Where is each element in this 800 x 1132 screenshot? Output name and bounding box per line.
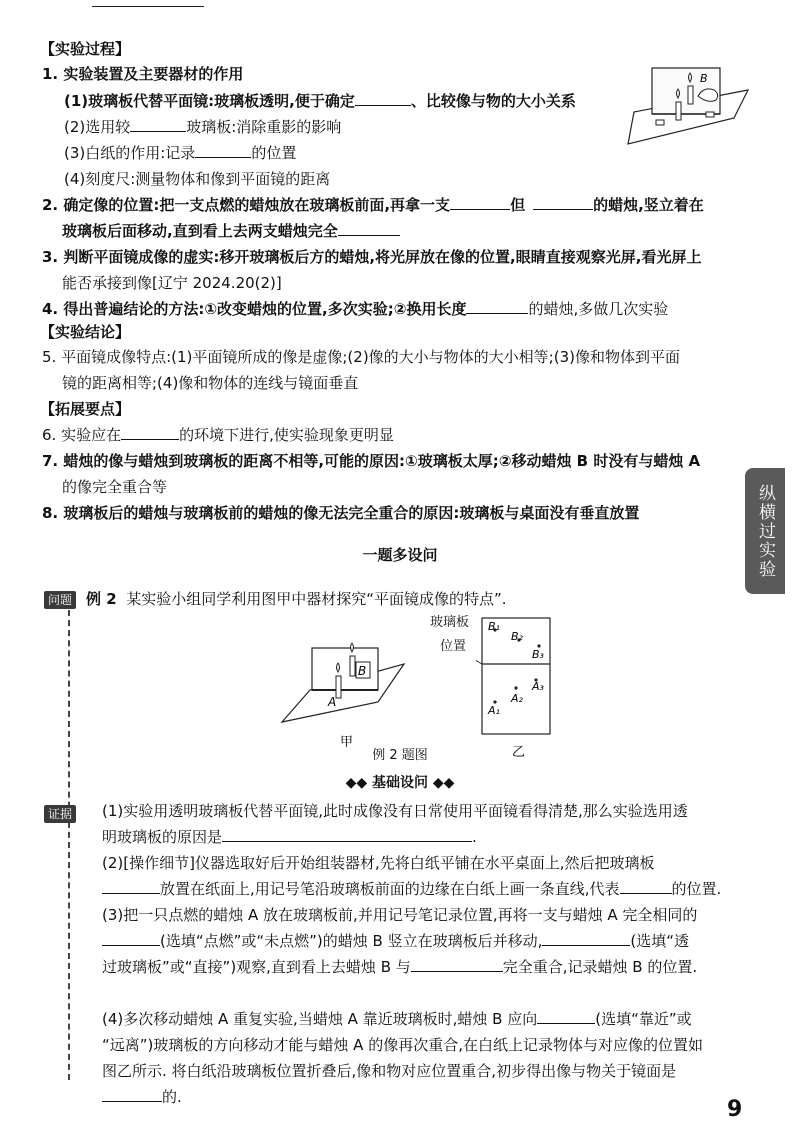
point-a3: A₃ <box>532 680 544 693</box>
q4-line1: (4)多次移动蜡烛 A 重复实验,当蜡烛 A 靠近玻璃板时,蜡烛 B 应向 (选填“靠近”或 <box>102 1010 692 1028</box>
figure-caption: 例 2 题图 <box>372 748 428 763</box>
section-header-process: 【实验过程】 <box>40 40 131 58</box>
question-badge: 问题 <box>44 591 76 609</box>
item-1: 1. 实验装置及主要器材的作用 <box>42 65 244 83</box>
point-b3: B₃ <box>532 648 544 661</box>
example-2-line <box>86 588 507 610</box>
q4-line4: 的. <box>102 1086 182 1108</box>
blank-q3c <box>411 957 503 972</box>
item-2-line2: 玻璃板后面移动,直到看上去两支蜡烛完全 <box>62 220 400 242</box>
q2-line1: (2)[操作细节]仪器选取好后开始组装器材,先将白纸平铺在水平桌面上,然后把玻璃板 <box>102 854 655 872</box>
q4-line3: 图乙所示. 将白纸沿玻璃板位置折叠后,像和物对应位置重合,初步得出像与物关于镜面是 <box>102 1062 677 1080</box>
q1-line2: 明玻璃板的原因是 . <box>102 828 477 846</box>
blank-2b <box>533 195 593 210</box>
item-3-line1: 3. 判断平面镜成像的虚实:移开玻璃板后方的蜡烛,将光屏放在像的位置,眼睛直接观察光屏,看光屏上 <box>42 248 702 266</box>
item-4: 4. 得出普遍结论的方法:①改变蜡烛的位置,多次实验;②换用长度 的蜡烛,多做几次实验 <box>42 300 669 318</box>
item-5-line2: 镜的距离相等;(4)像和物体的连线与镜面垂直 <box>62 374 359 392</box>
evidence-badge: 证据 <box>44 805 76 823</box>
point-b1: B₁ <box>488 620 500 633</box>
dashed-margin-line <box>68 610 70 1080</box>
page-number: 9 <box>727 1097 743 1122</box>
blank-q2b <box>620 879 672 894</box>
example-text: 某实验小组同学利用图甲中器材探究“平面镜成像的特点”. <box>126 590 507 608</box>
fig-yi-label-pos: 位置 <box>440 639 467 654</box>
q4-line2: “远离”)玻璃板的方向移动才能与蜡烛 A 的像再次重合,在白纸上记录物体与对应像的位置如 <box>102 1036 703 1054</box>
fig-yi-label-glass: 玻璃板 <box>430 615 470 630</box>
fig-jia-caption: 甲 <box>340 735 354 750</box>
fig-jia-label-a: A <box>328 695 337 709</box>
blank-4 <box>466 299 528 314</box>
figure-jia <box>280 640 410 750</box>
apparatus-figure <box>626 62 750 146</box>
point-a2: A₂ <box>511 692 523 705</box>
blank-q4a <box>537 1009 595 1024</box>
blank-q2a <box>102 879 160 894</box>
item-7-line2: 的像完全重合等 <box>62 478 168 496</box>
fig-jia-label-b: B <box>358 664 367 678</box>
point-a1: A₁ <box>488 704 500 717</box>
blank-1a <box>355 91 411 106</box>
q1-line1: (1)实验用透明玻璃板代替平面镜,此时成像没有日常使用平面镜看得清楚,那么实验选用透 <box>102 802 688 820</box>
point-b2: B₂ <box>511 630 523 643</box>
figure-yi <box>476 616 556 760</box>
example-label: 例 2 <box>86 590 117 608</box>
section-header-extension: 【拓展要点】 <box>40 400 131 418</box>
item-1b: (2)选用较 玻璃板:消除重影的影响 <box>64 118 342 136</box>
blank-2c <box>338 221 400 236</box>
q2-line2: 放置在纸面上,用记号笔沿玻璃板前面的边缘在白纸上画一条直线,代表 的位置. <box>102 878 721 900</box>
q3-line3: 过玻璃板”或“直接”)观察,直到看上去蜡烛 B 与 完全重合,记录蜡烛 B 的位置. <box>102 958 698 976</box>
item-1a: (1)玻璃板代替平面镜:玻璃板透明,便于确定 、比较像与物的大小关系 <box>64 92 576 110</box>
item-6: 6. 实验应在 的环境下进行,使实验现象更明显 <box>42 426 394 444</box>
blank-q4b <box>102 1087 162 1102</box>
item-2-line1: 2. 确定像的位置:把一支点燃的蜡烛放在玻璃板前面,再拿一支 但 的蜡烛,竖立着在 <box>42 196 704 214</box>
top-rule <box>92 6 204 7</box>
fig-top-label-b: B <box>700 72 708 85</box>
item-1d: (4)刻度尺:测量物体和像到平面镜的距离 <box>64 170 331 188</box>
item-7-line1: 7. 蜡烛的像与蜡烛到玻璃板的距离不相等,可能的原因:①玻璃板太厚;②移动蜡烛 B 时没有与蜡烛 A <box>42 452 701 470</box>
item-8: 8. 玻璃板后的蜡烛与玻璃板前的蜡烛的像无法完全重合的原因:玻璃板与桌面没有垂直放置 <box>42 504 640 522</box>
section-header-conclusion: 【实验结论】 <box>40 323 131 341</box>
blank-1b <box>130 117 186 132</box>
side-tab[interactable]: 纵横过实验 <box>745 468 785 594</box>
blank-q1 <box>222 827 472 842</box>
item-5-line1: 5. 平面镜成像特点:(1)平面镜所成的像是虚像;(2)像的大小与物体的大小相等;(3)像和物体到平面 <box>42 348 680 366</box>
fig-yi-caption: 乙 <box>512 745 526 760</box>
blank-6 <box>121 425 179 440</box>
blank-2a <box>450 195 510 210</box>
item-1c: (3)白纸的作用:记录 的位置 <box>64 144 297 162</box>
basic-questions-title: ◆◆ 基础设问 ◆◆ <box>345 775 455 791</box>
blank-q3a <box>102 931 160 946</box>
item-3-line2: 能否承接到像[辽宁 2024.20(2)] <box>62 274 282 292</box>
section-title: 一题多设问 <box>362 546 438 564</box>
blank-1c <box>195 143 251 158</box>
blank-q3b <box>542 931 630 946</box>
q3-line2: (选填“点燃”或“未点燃”)的蜡烛 B 竖立在玻璃板后并移动, (选填“透 <box>102 930 689 952</box>
q3-line1: (3)把一只点燃的蜡烛 A 放在玻璃板前,并用记号笔记录位置,再将一支与蜡烛 A 完全相同的 <box>102 906 698 924</box>
